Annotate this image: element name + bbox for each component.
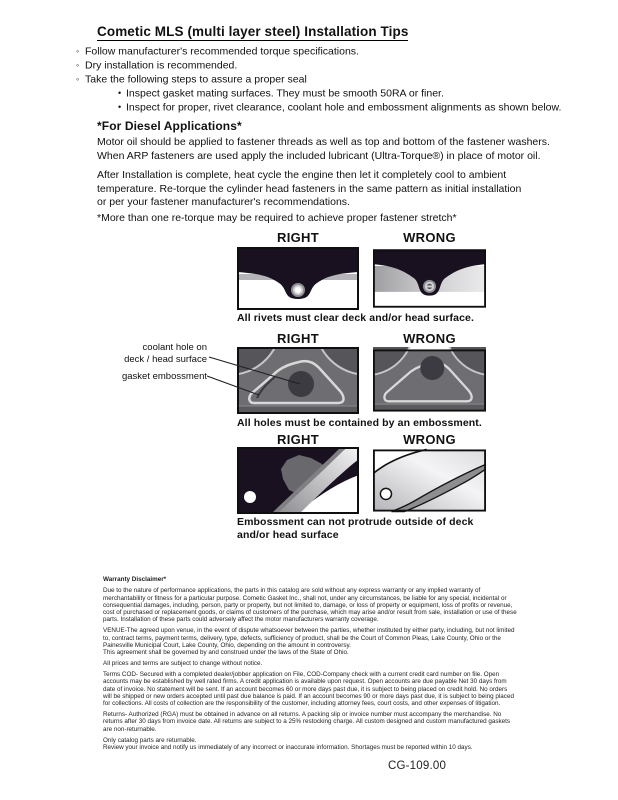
rivet-caption: All rivets must clear deck and/or head surface. xyxy=(237,312,474,324)
list-item xyxy=(76,72,561,86)
right-label: RIGHT xyxy=(277,432,319,447)
legal-paragraph: Only catalog parts are returnable. xyxy=(103,736,197,744)
rivet-wrong-diagram xyxy=(373,247,486,310)
diesel-applications-heading: *For Diesel Applications* xyxy=(97,119,242,133)
diesel-paragraph-1 xyxy=(97,136,550,163)
list-item xyxy=(76,58,561,72)
list-item-text: Follow manufacturer's recommended torque specifications. xyxy=(85,45,359,58)
wrong-label: WRONG xyxy=(403,331,456,346)
legal-paragraph: Review your invoice and notify us immediately of any incorrect or inaccurate information. Shortages must be reported within 10 days. xyxy=(103,743,473,751)
rivet-right-diagram xyxy=(237,247,359,310)
wrong-label: WRONG xyxy=(403,432,456,447)
gasket-embossment-label: gasket embossment xyxy=(121,371,207,382)
list-sub-item xyxy=(118,86,561,100)
list-item-text: Dry installation is recommended. xyxy=(85,59,238,72)
coolant-hole-label xyxy=(90,342,207,365)
legal-paragraph: Due to the nature of performance applications, the parts in this catalog are sold without any express warranty or any implied warranty of merchantability or fitness for a particular purpose. Cometic Gasket Inc., shall not, under any circumstances, be liable for any special, incidental or consequential damages, including, person, party or property, but not limited to, damage, or loss of property or equipment, loss of profits or revenue, cost of purchased or replacement goods, or claims of customers of the purchase, which may arise and/or result from sale, installation or use of these parts. Installation of these parts could adversely affect the motor manufacturers warranty coverage. xyxy=(103,587,517,624)
holes-right-diagram xyxy=(237,347,359,414)
paragraph-line: After Installation is complete, heat cycle the engine then let it completely cool to ambient xyxy=(97,169,507,181)
bullet-icon: ◦ xyxy=(76,60,80,70)
annotation-line: coolant hole on xyxy=(142,342,207,353)
bullet-icon: ◦ xyxy=(76,74,80,84)
paragraph-line: or per your fastener manufacturer's recommendations. xyxy=(97,196,350,208)
retorque-note: *More than one re-torque may be required to achieve proper fastener stretch* xyxy=(97,212,457,224)
legal-heading: Warranty Disclaimer* xyxy=(103,576,167,583)
diesel-paragraph-2 xyxy=(97,169,521,210)
right-label: RIGHT xyxy=(277,230,319,245)
list-item-text: Inspect gasket mating surfaces. They must be smooth 50RA or finer. xyxy=(126,87,444,100)
right-label: RIGHT xyxy=(277,331,319,346)
legal-paragraph: All prices and terms are subject to change without notice. xyxy=(103,660,263,668)
bullet-icon: • xyxy=(118,102,122,112)
annotation-line: deck / head surface xyxy=(124,353,207,365)
page-code: CG-109.00 xyxy=(388,760,447,772)
page-title: Cometic MLS (multi layer steel) Installation Tips xyxy=(97,24,409,39)
list-item-text: Inspect for proper, rivet clearance, coolant hole and embossment alignments as shown below. xyxy=(126,101,562,114)
protrude-caption: Embossment can not protrude outside of deck and/or head surface xyxy=(237,516,474,541)
list-sub-item xyxy=(118,100,561,114)
list-item xyxy=(76,44,561,58)
wrong-label: WRONG xyxy=(403,230,456,245)
legal-paragraph: This agreement shall be governed by and construed under the laws of the State of Ohio. xyxy=(103,649,349,657)
bullet-icon: • xyxy=(118,88,122,98)
legal-paragraph: Terms COD- Secured with a completed dealer/jobber application on File, COD-Company check with a current credit card number on file. Open accounts may be established by well rated firms. A credit application is available upon request. Open accounts are due payable Net 30 days from date of invoice. No statement will be sent. If an account becomes 60 or more days past due, it is subject to being placed on credit hold. No orders will be shipped or new orders accepted until past due balance is paid. If an account becomes 90 or more days past due, it is subject to being placed for collections. All costs of collection are the responsibility of the customer, including attorney fees, court costs, and other expenses of litigation. xyxy=(103,671,514,708)
protrude-wrong-diagram xyxy=(373,447,486,514)
list-item-text: Take the following steps to assure a proper seal xyxy=(85,73,307,86)
warranty-disclaimer xyxy=(103,576,517,755)
holes-caption: All holes must be contained by an embossment. xyxy=(237,417,482,429)
installation-tips-list xyxy=(76,44,561,114)
paragraph-line: When ARP fasteners are used apply the included lubricant (Ultra-Torque®) in place of motor oil. xyxy=(97,149,541,162)
legal-paragraph: Returns- Authorized (RGA) must be obtained in advance on all returns. A packing slip or invoice number must accompany the merchandise. No returns after 30 days from invoice date. All returns are subject to a 25% restocking charge. All custom designed and custom manufactured gaskets are non-returnable. xyxy=(103,711,511,733)
paragraph-line: temperature. Re-torque the cylinder head fasteners in the same pattern as initial installation xyxy=(97,182,522,195)
legal-paragraph: VENUE-The agreed upon venue, in the event of dispute whatsoever between the parties, whether instituted by either party, including, but not limited to, contract terms, payment terms, delivery, type, defects, sufficiency of product, shall be the Court of Common Pleas, Lake County, Ohio or the Painesville Municipal Court, Lake County, Ohio, depending on the amount in controversy. xyxy=(103,627,515,649)
protrude-right-diagram xyxy=(237,447,359,514)
bullet-icon: ◦ xyxy=(76,46,80,56)
paragraph-line: Motor oil should be applied to fastener threads as well as top and bottom of the fastener washers. xyxy=(97,136,550,148)
holes-wrong-diagram xyxy=(373,347,486,414)
